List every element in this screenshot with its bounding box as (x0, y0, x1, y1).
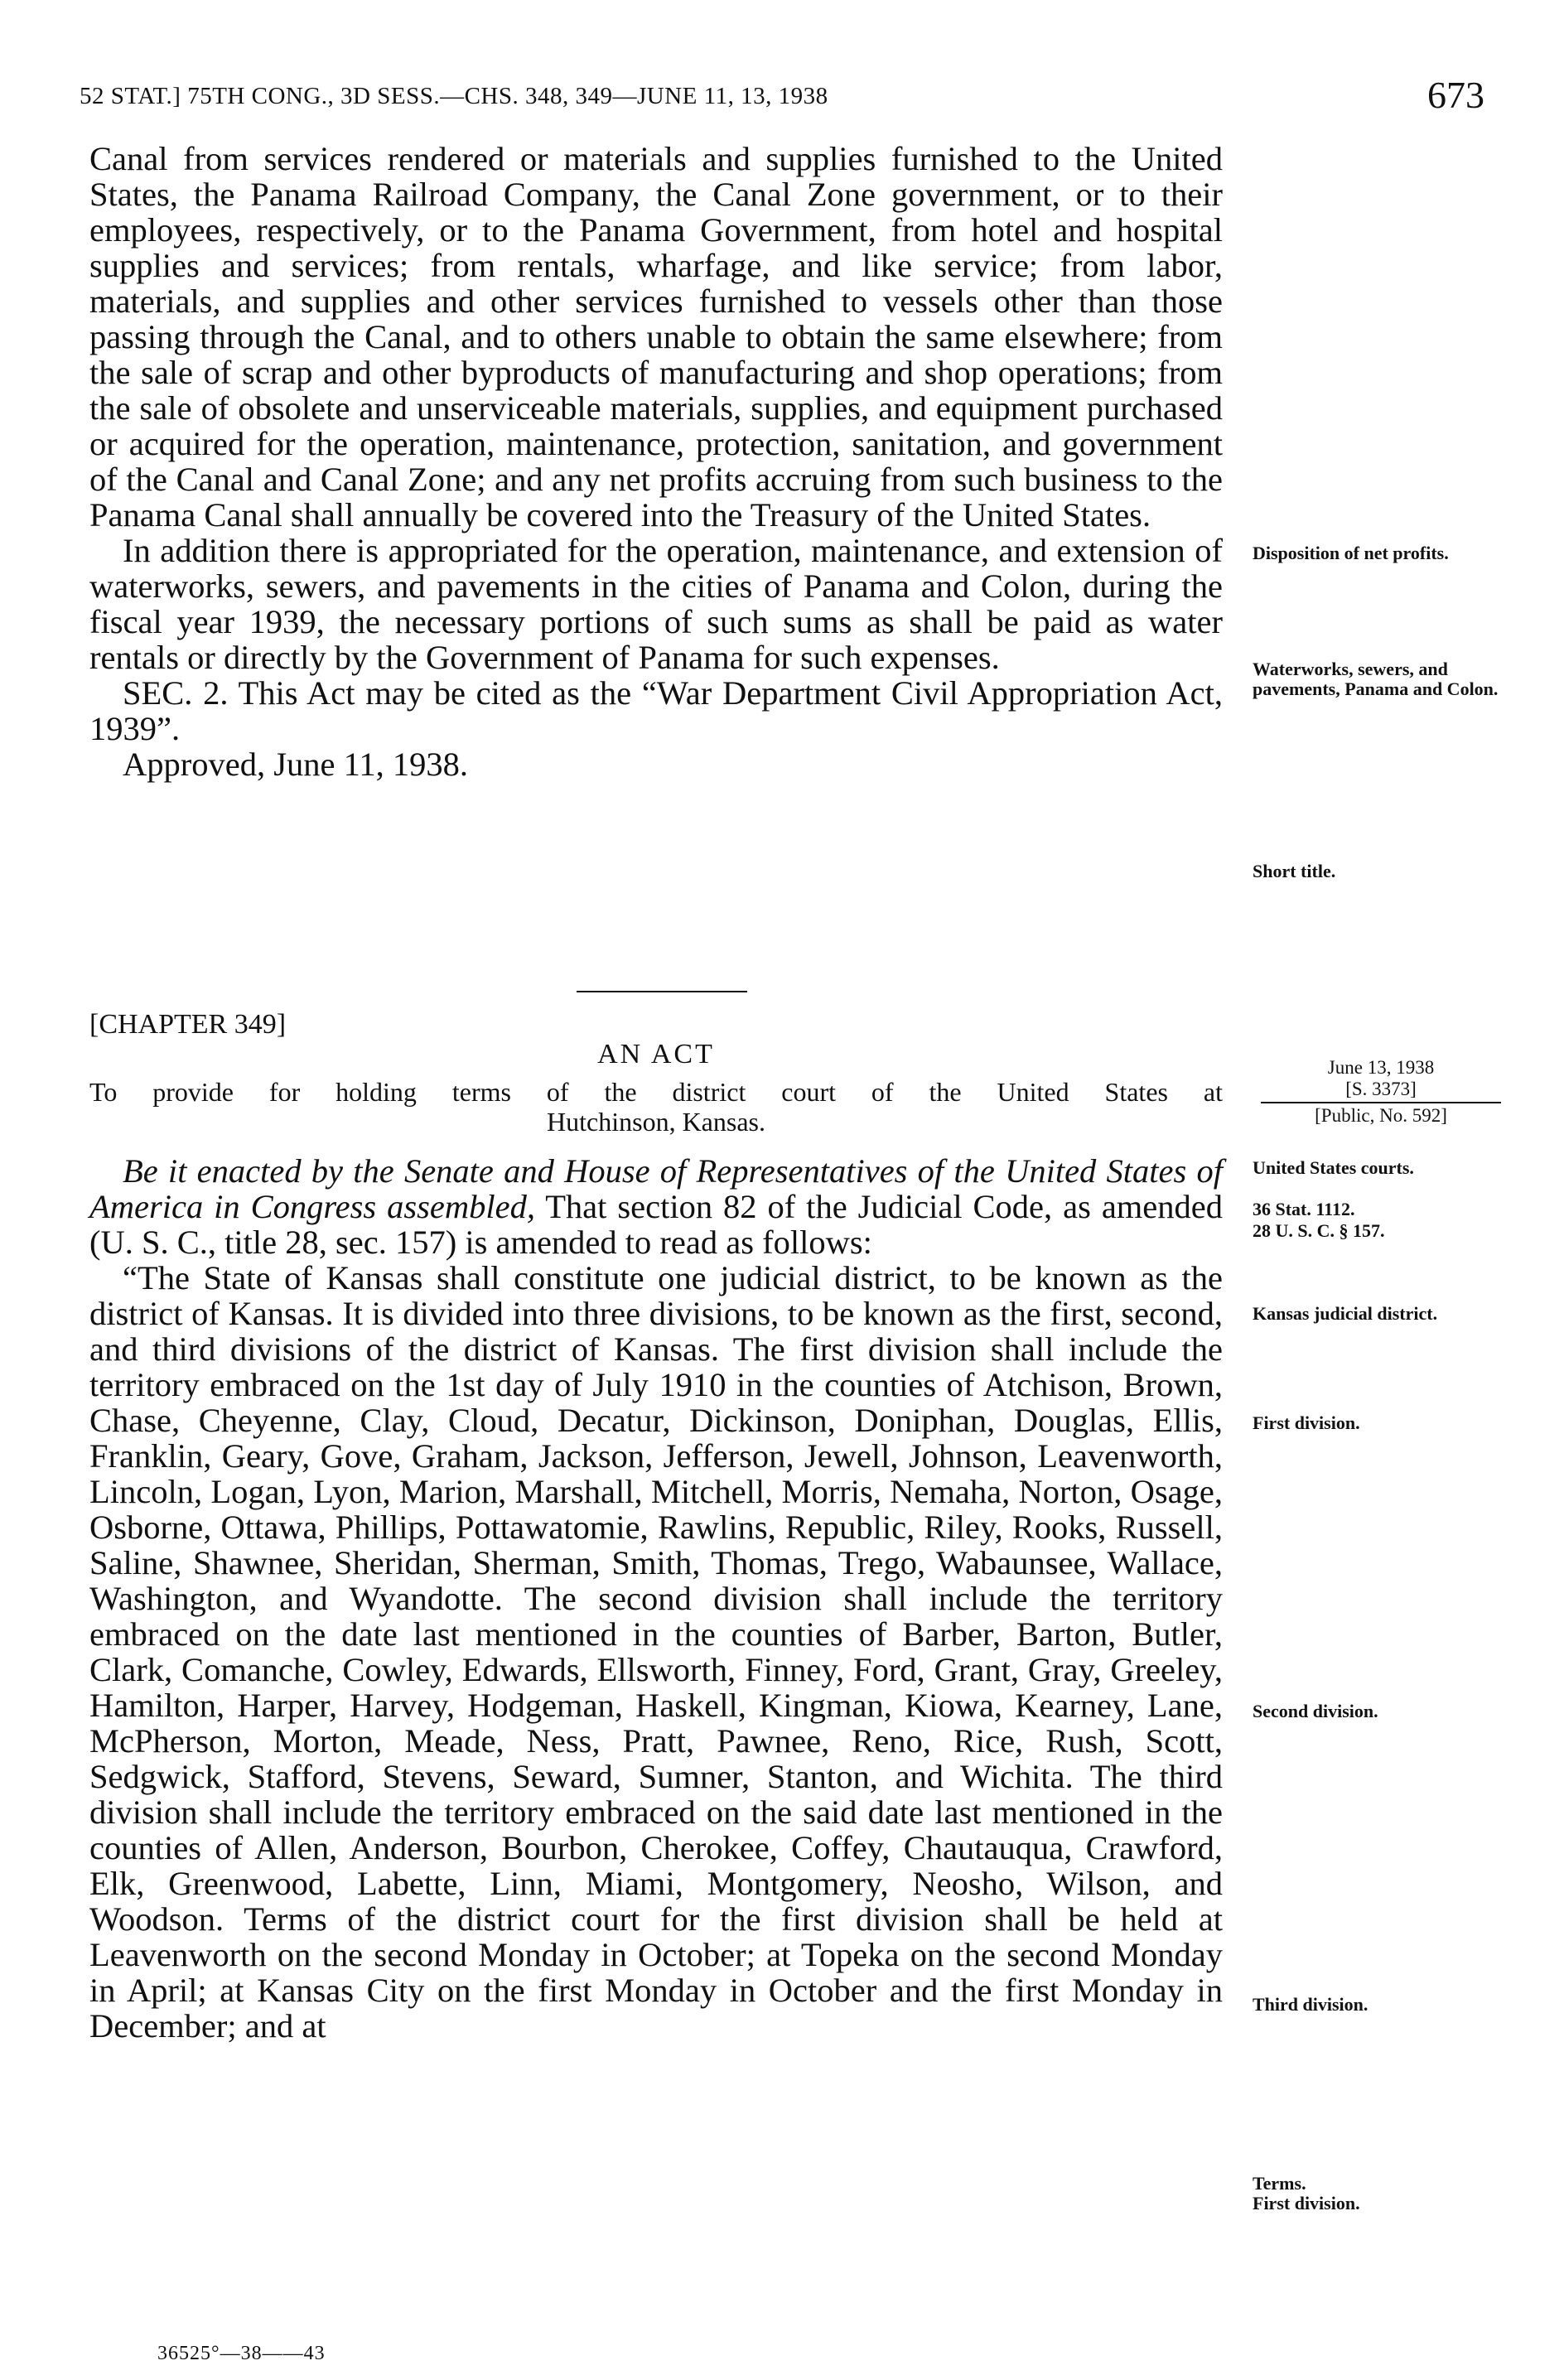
paragraph-waterworks: In addition there is appropriated for the operation, maintenance, and extension of waterworks, sewers, and pavements in the cities of Panama and Colon, during the fiscal year 1939, the necessary portions of such sums as shall be paid as water rentals or directly by the Government of Panama for such expenses. (89, 532, 1223, 676)
metadata-rule (1261, 1102, 1501, 1103)
note-short-title: Short title. (1253, 861, 1336, 881)
running-header: 52 STAT.] 75TH CONG., 3D SESS.—CHS. 348, 349—JUNE 11, 13, 1938 (80, 83, 828, 109)
senate-bill: [S. 3373] (1345, 1079, 1417, 1099)
paragraph-short-title (89, 675, 1223, 746)
note-first-division: First division. (1253, 1412, 1360, 1433)
note-waterworks: Waterworks, sewers, and pavements, Panama and Colon. (1253, 659, 1499, 699)
section-number: SEC. 2. (123, 674, 229, 712)
note-third-division: Third division. (1253, 1994, 1368, 2015)
chapter-label: [CHAPTER 349] (89, 1009, 287, 1040)
approval-date: Approved, June 11, 1938. (123, 746, 468, 783)
footer-print-code: 36525°—38——43 (157, 2343, 326, 2364)
note-us-courts: United States courts. (1253, 1157, 1414, 1178)
previous-act-text (89, 141, 1223, 782)
act-title (89, 1077, 1223, 1137)
chapter-349-text (89, 1153, 1223, 2044)
note-disposition: Disposition of net profits. (1253, 543, 1449, 563)
note-kansas-district: Kansas judicial district. (1253, 1303, 1438, 1324)
paragraph-canal-receipts: Canal from services rendered or materials and supplies furnished to the United States, the Panama Railroad Company, the Canal Zone government, or to their employees, respectively, or to the Panama Government, from hotel and hospital supplies and services; from rentals, wharfage, and like service; from labor, materials, and supplies and other services furnished to vessels other than those passing through the Canal, and to others unable to obtain the same elsewhere; from the sale of scrap and other byproducts of manufacturing and shop operations; from the sale of obsolete and unserviceable materials, supplies, and equipment purchased or acquired for the operation, maintenance, protection, sanitation, and government of the Canal and Canal Zone; and any net profits accruing from such business to the Panama Canal shall annually be covered into the Treasury of the United States. (89, 140, 1223, 533)
note-terms-first-division: First division. (1253, 2193, 1360, 2213)
enacting-rest: That section 82 of the Judicial Code, as amended (U. S. C., title 28, sec. 157) is amended to read as follows: (89, 1188, 1223, 1261)
act-title-line2: Hutchinson, Kansas. (547, 1107, 765, 1137)
act-metadata (1253, 1057, 1509, 1127)
note-second-division: Second division. (1253, 1701, 1378, 1721)
enacting-clause: Be it enacted by the Senate and House of Representatives of the United States of America in Congress assembled, (89, 1152, 1223, 1225)
note-terms: Terms. (1253, 2173, 1306, 2194)
enactment-date: June 13, 1938 (1327, 1057, 1435, 1078)
paragraph-enacting (89, 1153, 1223, 1260)
note-cite-usc: 28 U. S. C. § 157. (1253, 1220, 1385, 1241)
short-title-text: This Act may be cited as the “War Department Civil Appropriation Act, 1939”. (89, 674, 1223, 747)
page-number: 673 (1427, 74, 1484, 116)
paragraph-kansas-district: “The State of Kansas shall constitute one judicial district, to be known as the district of Kansas. It is divided into three divisions, to be known as the first, second, and third divisions of the district of Kansas. The first division shall include the territory embraced on the 1st day of July 1910 in the counties of Atchison, Brown, Chase, Cheyenne, Clay, Cloud, Decatur, Dickinson, Doniphan, Douglas, Ellis, Franklin, Geary, Gove, Graham, Jackson, Jefferson, Jewell, Johnson, Leavenworth, Lincoln, Logan, Lyon, Marion, Marshall, Mitchell, Morris, Nemaha, Norton, Osage, Osborne, Ottawa, Phillips, Pottawatomie, Rawlins, Republic, Riley, Rooks, Russell, Saline, Shawnee, Sheridan, Sherman, Smith, Thomas, Trego, Wabaunsee, Wallace, Washington, and Wyandotte. The second division shall include the territory embraced on the date last mentioned in the counties of Barber, Barton, Butler, Clark, Comanche, Cowley, Edwards, Ellsworth, Finney, Ford, Grant, Gray, Greeley, Hamilton, Harper, Harvey, Hodgeman, Haskell, Kingman, Kiowa, Kearney, Lane, McPherson, Morton, Meade, Ness, Pratt, Pawnee, Reno, Rice, Rush, Scott, Sedgwick, Stafford, Stevens, Seward, Sumner, Stanton, and Wichita. The third division shall include the territory embraced on the said date last mentioned in the counties of Allen, Anderson, Bourbon, Cherokee, Coffey, Chautauqua, Crawford, Elk, Greenwood, Labette, Linn, Miami, Montgomery, Neosho, Wilson, and Woodson. Terms of the district court for the first division shall be held at Leavenworth on the second Monday in October; at Topeka on the second Monday in April; at Kansas City on the first Monday in October and the first Monday in December; and at (89, 1259, 1223, 2044)
act-title-line1: To provide for holding terms of the district court of the United States at (89, 1077, 1223, 1107)
separator-rule (577, 991, 747, 992)
public-law-number: [Public, No. 592] (1315, 1105, 1447, 1126)
note-cite-stat: 36 Stat. 1112. (1253, 1199, 1355, 1219)
an-act-heading: AN ACT (597, 1039, 715, 1069)
